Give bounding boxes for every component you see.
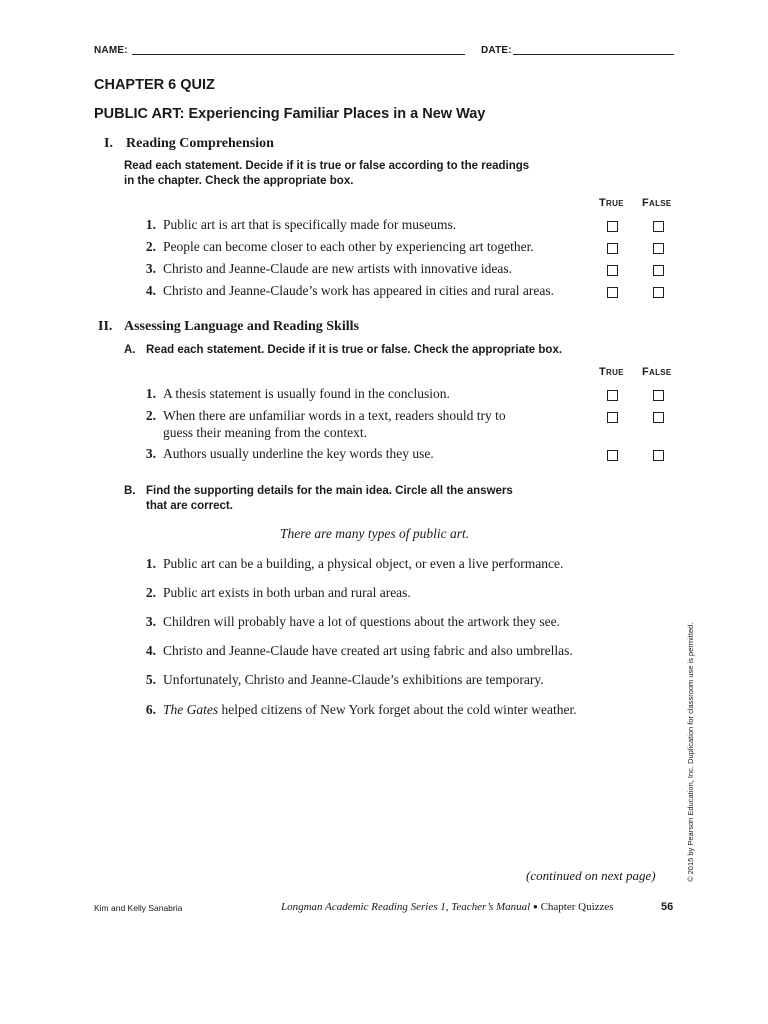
section-1-heading	[104, 136, 274, 152]
true-checkbox[interactable]	[607, 450, 618, 461]
false-checkbox[interactable]	[653, 390, 664, 401]
question-text: Christo and Jeanne-Claude’s work has appeared in cities and rural areas.	[163, 283, 554, 298]
copyright-notice: © 2015 by Pearson Education, Inc. Duplication for classroom use is permitted.	[686, 622, 695, 882]
question-number: 4.	[145, 283, 156, 298]
question-text: Public art is art that is specifically made for museums.	[163, 217, 457, 232]
true-checkbox[interactable]	[607, 390, 618, 401]
true-column-header: True	[599, 197, 624, 209]
bullet-icon: ●	[532, 902, 538, 911]
choice-text: Children will probably have a lot of questions about the artwork they see.	[163, 614, 561, 629]
choice-text: Christo and Jeanne-Claude have created art using fabric and also umbrellas.	[163, 643, 573, 658]
instructions-line: Read each statement. Decide if it is true or false. Check the appropriate box.	[146, 344, 563, 356]
true-checkbox[interactable]	[607, 243, 618, 254]
instructions-line: Read each statement. Decide if it is true or false according to the readings	[124, 160, 530, 172]
question-text: A thesis statement is usually found in the conclusion.	[163, 386, 450, 401]
choice-text-rest: helped citizens of New York forget about the cold winter weather.	[218, 702, 577, 717]
section-2-title: Assessing Language and Reading Skills	[124, 319, 359, 334]
artwork-title: The Gates	[163, 702, 219, 717]
choice-number: 6.	[145, 702, 156, 717]
false-checkbox[interactable]	[653, 221, 664, 232]
true-checkbox[interactable]	[607, 265, 618, 276]
section-1-title: Reading Comprehension	[126, 136, 274, 151]
date-label: DATE:	[481, 45, 512, 56]
continued-note: (continued on next page)	[526, 868, 656, 883]
instructions-line: that are correct.	[146, 500, 233, 512]
question-number: 3.	[145, 261, 156, 276]
main-idea: There are many types of public art.	[280, 526, 470, 541]
question-number: 1.	[145, 217, 156, 232]
question-text-line: When there are unfamiliar words in a text, readers should try to	[163, 408, 506, 423]
choice-number: 3.	[145, 614, 156, 629]
name-label: NAME:	[94, 45, 128, 56]
page-number: 56	[661, 901, 674, 913]
question-number: 3.	[145, 446, 156, 461]
choice-number: 5.	[145, 672, 156, 687]
false-checkbox[interactable]	[653, 287, 664, 298]
part-a-instructions	[124, 343, 562, 358]
chapter-title: CHAPTER 6 QUIZ	[94, 77, 215, 93]
question-text: Christo and Jeanne-Claude are new artists with innovative ideas.	[163, 261, 513, 276]
section-1-numeral: I.	[104, 136, 113, 151]
part-b-letter: B.	[124, 485, 136, 497]
section-1-instructions	[124, 159, 529, 189]
choice-text: Unfortunately, Christo and Jeanne-Claude’s exhibitions are temporary.	[163, 672, 544, 687]
false-checkbox[interactable]	[653, 412, 664, 423]
series-title: Longman Academic Reading Series 1, Teacher’s Manual	[281, 901, 531, 913]
question-number: 1.	[145, 386, 156, 401]
false-checkbox[interactable]	[653, 243, 664, 254]
question-text	[163, 408, 506, 441]
quiz-subtitle: PUBLIC ART: Experiencing Familiar Places in a New Way	[94, 106, 486, 122]
choice-number: 4.	[145, 643, 156, 658]
choice-text	[163, 702, 577, 719]
instructions-line: in the chapter. Check the appropriate box.	[124, 175, 354, 187]
choice-number: 1.	[145, 556, 156, 571]
footer-section: Chapter Quizzes	[540, 901, 614, 913]
false-column-header: False	[642, 366, 672, 378]
instructions-line: Find the supporting details for the main idea. Circle all the answers	[146, 485, 513, 497]
date-field[interactable]	[513, 54, 674, 55]
question-number: 2.	[145, 239, 156, 254]
part-b-instructions	[124, 484, 513, 514]
choice-text: Public art exists in both urban and rural areas.	[163, 585, 411, 600]
section-2-numeral: II.	[98, 319, 113, 334]
true-column-header: True	[599, 366, 624, 378]
part-a-letter: A.	[124, 344, 136, 356]
true-checkbox[interactable]	[607, 412, 618, 423]
false-checkbox[interactable]	[653, 450, 664, 461]
false-column-header: False	[642, 197, 672, 209]
question-text: People can become closer to each other by experiencing art together.	[163, 239, 534, 254]
choice-text: Public art can be a building, a physical object, or even a live performance.	[163, 556, 564, 571]
false-checkbox[interactable]	[653, 265, 664, 276]
name-field[interactable]	[132, 54, 465, 55]
footer-authors: Kim and Kelly Sanabria	[94, 903, 183, 913]
footer-series	[281, 901, 614, 913]
section-2-heading	[98, 319, 359, 335]
question-number: 2.	[145, 408, 156, 423]
true-checkbox[interactable]	[607, 287, 618, 298]
question-text: Authors usually underline the key words they use.	[163, 446, 434, 461]
choice-number: 2.	[145, 585, 156, 600]
true-checkbox[interactable]	[607, 221, 618, 232]
question-text-line: guess their meaning from the context.	[163, 424, 367, 440]
